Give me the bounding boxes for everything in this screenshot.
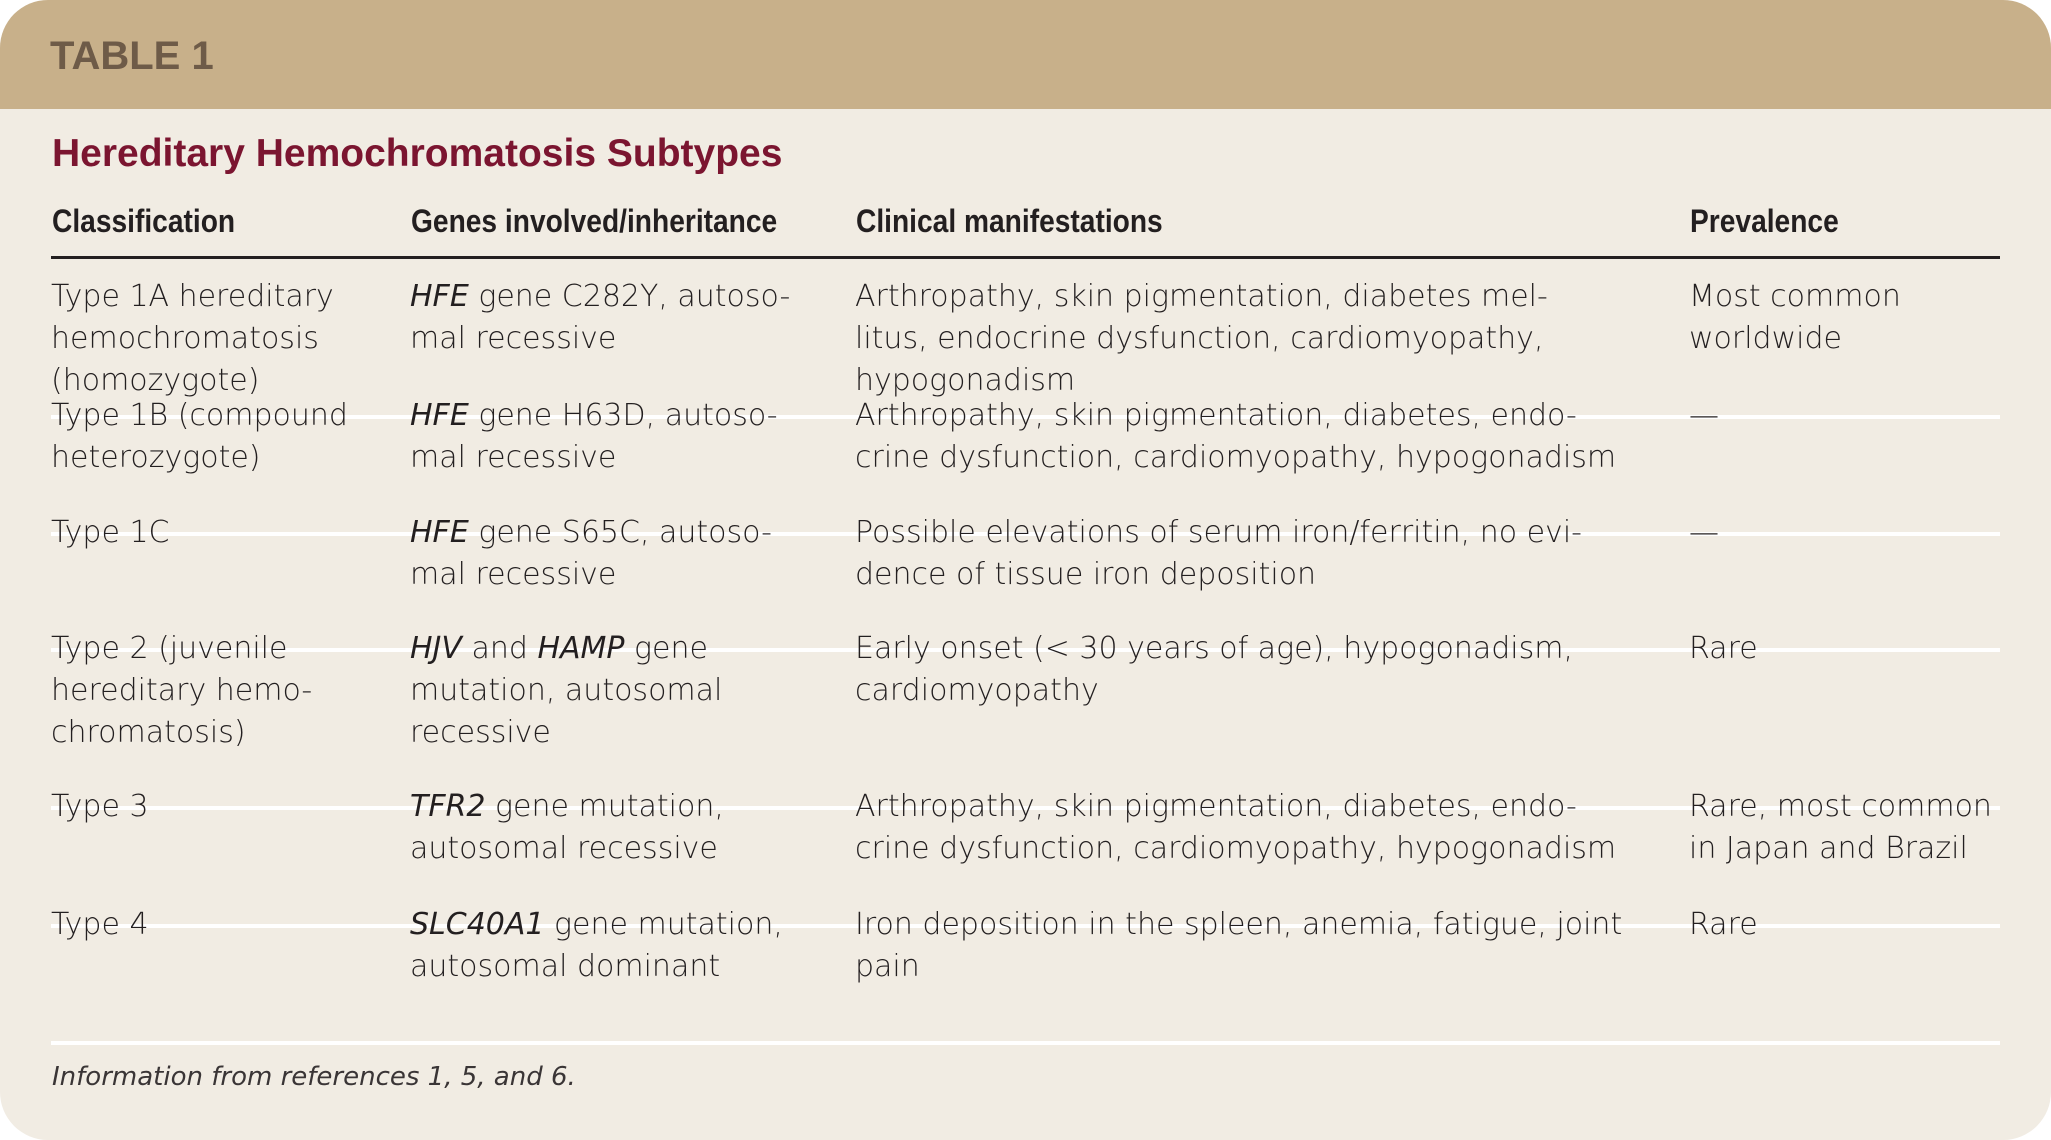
cell-prevalence: Rare (1689, 907, 1758, 942)
header-prevalence: Prevalence (1690, 203, 1839, 239)
gene-text: gene mutation, autosomal dominant (410, 907, 783, 984)
row-divider (51, 1041, 2000, 1045)
cell-genes (410, 628, 722, 754)
cell-genes (410, 276, 790, 360)
gene-text: and (461, 631, 538, 666)
cell-prevalence: Rare, most common in Japan and Brazil (1689, 789, 1992, 866)
cell-classification: Type 1A hereditary hemochromatosis (homozygote) (51, 279, 334, 398)
cell-classification: Type 1B (compound heterozygote) (51, 398, 348, 475)
cell-manifestations: Possible elevations of serum iron/ferritin, no evi- dence of tissue iron deposition (855, 515, 1582, 592)
table-title: Hereditary Hemochromatosis Subtypes (52, 132, 783, 175)
cell-manifestations: Early onset (< 30 years of age), hypogonadism, cardiomyopathy (855, 631, 1573, 708)
gene-name: HFE (410, 515, 469, 550)
header-classification: Classification (52, 203, 236, 239)
cell-prevalence: Most common worldwide (1689, 279, 1901, 356)
gene-text: gene mutation, autosomal recessive (410, 631, 723, 750)
cell-genes (410, 395, 778, 479)
cell-manifestations: Arthropathy, skin pigmentation, diabetes, endo- crine dysfunction, cardiomyopathy, hypogonadism (855, 398, 1617, 475)
gene-name: HAMP (537, 631, 625, 666)
table-label: TABLE 1 (50, 34, 214, 78)
cell-genes (410, 904, 783, 988)
gene-text: gene S65C, autoso- mal recessive (410, 515, 772, 592)
gene-name: HFE (410, 279, 469, 314)
gene-text: gene mutation, autosomal recessive (410, 789, 724, 866)
gene-name: TFR2 (410, 789, 486, 824)
cell-genes (410, 512, 772, 596)
cell-prevalence: Rare (1689, 631, 1758, 666)
cell-classification: Type 3 (51, 789, 149, 824)
cell-manifestations: Iron deposition in the spleen, anemia, fatigue, joint pain (855, 907, 1623, 984)
cell-manifestations: Arthropathy, skin pigmentation, diabetes mel- litus, endocrine dysfunction, cardiomyopathy, hypogonadism (855, 279, 1548, 398)
header-manifestations: Clinical manifestations (856, 203, 1163, 239)
gene-text: gene H63D, autoso- mal recessive (410, 398, 778, 475)
table-label-band (0, 0, 2051, 109)
gene-name: HJV (410, 631, 462, 666)
cell-manifestations: Arthropathy, skin pigmentation, diabetes, endo- crine dysfunction, cardiomyopathy, hypogonadism (855, 789, 1617, 866)
cell-classification: Type 1C (51, 515, 170, 550)
cell-classification: Type 2 (juvenile hereditary hemo- chromatosis) (51, 631, 313, 750)
header-genes: Genes involved/inheritance (411, 203, 778, 239)
cell-genes (410, 786, 724, 870)
gene-name: SLC40A1 (410, 907, 545, 942)
cell-prevalence: — (1689, 398, 1719, 433)
gene-name: HFE (410, 398, 469, 433)
cell-prevalence: — (1689, 515, 1719, 550)
header-rule (51, 256, 2000, 259)
gene-text: gene C282Y, autoso- mal recessive (410, 279, 791, 356)
cell-classification: Type 4 (51, 907, 149, 942)
footnote: Information from references 1, 5, and 6. (52, 1062, 576, 1092)
